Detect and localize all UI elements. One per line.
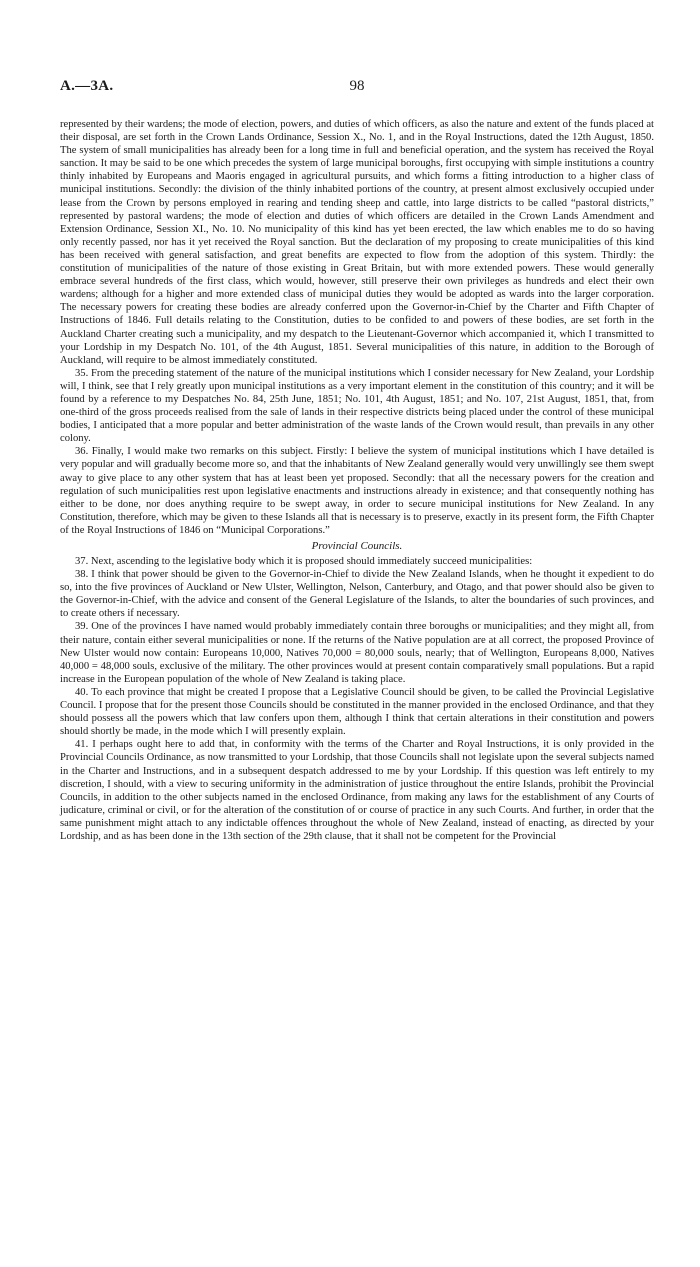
paragraph-continued: represented by their wardens; the mode of election, powers, and duties of which officers, as also the nature and extent of the funds placed at their disposal, are set forth in the Crown Lands Ordinance, Session X., No. 1, and in the Royal Instructions, dated the 12th August, 1850. The system of small municipalities has already been for a long time in full and beneficial operation, and the system has received the Royal sanction. It may be said to be one which precedes the system of large municipal boroughs, first occupying with simple institutions a country thinly inhabited by Europeans and Maoris engaged in agricultural pursuits, and which forms a fitting introduction to a higher class of municipal institutions. Secondly: the division of the thinly inhabited portions of the country, at present almost exclusively occupied under lease from the Crown by persons employed in rearing and tending sheep and cattle, into large districts to be called “pastoral districts,” represented by pastoral wardens; the mode of election and duties of which officers are detailed in the Crown Lands Amendment and Extension Ordinance, Session XI., No. 10. No municipality of this kind has yet been erected, the law which enables me to do so having only recently passed, nor has it yet received the Royal sanction. But the declaration of my proposing to create municipalities of this kind has been received with general satisfaction, and great benefits are expected to flow from the adoption of this system. Thirdly: the constitution of municipalities of the nature of those existing in Great Britain, but with more extended powers. These would generally embrace several hundreds of the first class, which would, however, still preserve their own privileges as hundreds and elect their own wardens; although for a higher and more extended class of municipal duties they would be adopted as wards into the larger corporation. The necessary powers for creating these bodies are already conferred upon the Governor-in-Chief by the Charter and Fifth Chapter of Instructions of 1846. Full details relating to the Constitution, duties to be confided to and powers of these bodies, are set forth in the Auckland Charter creating such a municipality, and my despatch to the Lieutenant-Governor which accompanied it, which I transmitted to your Lordship in my Despatch No. 101, of the 4th August, 1851. Several municipalities of this nature, in addition to the Borough of Auckland, will require to be almost immediately constituted. [60,119,654,366]
paragraph-39: 39. One of the provinces I have named would probably immediately contain three boroughs or municipalities; and they might all, from their nature, contain either several municipalities or none. If the returns of the Native population are at all correct, the proposed Province of New Ulster would now contain: Europeans 10,000, Natives 70,000 = 80,000 souls, nearly; that of Wellington, Europeans 8,000, Natives 40,000 = 48,000 souls, exclusive of the military. The other provinces would at present contain comparatively small populations. But a rapid increase in the European population of the whole of New Zealand is taking place. [60,621,654,685]
page-number: 98 [349,78,365,94]
paragraph-35: 35. From the preceding statement of the nature of the municipal institutions which I consider necessary for New Zealand, your Lordship will, I think, see that I rely greatly upon municipal institutions as a very important element in the constitution of this country; and it will be found by a reference to my Despatches No. 84, 25th June, 1851; No. 101, 4th August, 1851; and No. 107, 21st August, 1851, that, from one-third of the gross proceeds realised from the sale of lands in their respective districts being placed under the control of these municipal bodies, I anticipated that a more popular and better administration of the waste lands of the Crown would result, than prevails in any other colony. [60,367,654,445]
paragraph-36: 36. Finally, I would make two remarks on this subject. Firstly: I believe the system of municipal institutions which I have detailed is very popular and will gradually become more so, and that the inhabitants of New Zealand generally would very unwillingly see them swept away to give place to any other system that has at least been yet proposed. Secondly: that all the necessary powers for the creation and regulation of such municipalities rest upon legislative enactments and instructions already in existence; and that consequently nothing has either to be done, nor does anything require to be swept away, in order to secure municipal institutions for New Zealand. In any Constitution, therefore, which may be given to these Islands all that is necessary is to preserve, exactly in its present form, the Fifth Chapter of the Royal Instructions of 1846 on “Municipal Corporations.” [60,446,654,536]
section-heading: Provincial Councils. [311,540,403,552]
paragraph-40: 40. To each province that might be created I propose that a Legislative Council should be given, to be called the Provincial Legislative Council. I propose that for the present those Councils should be constituted in the manner provided in the enclosed Ordinance, and that they should possess all the powers which that law confers upon them, although I think that certain alterations in their constitution and powers should shortly be made, in the mode which I will presently explain. [60,686,654,738]
page-header [60,78,654,104]
paragraph-38: 38. I think that power should be given to the Governor-in-Chief to divide the New Zealand Islands, when he thought it expedient to do so, into the five provinces of Auckland or New Ulster, Wellington, Nelson, Canterbury, and Otago, and that power should also be given to the Governor-in-Chief, with the advice and consent of the General Legislature of the Islands, to alter the boundaries of such provinces, and to create others if necessary. [60,569,654,620]
paragraph-37: 37. Next, ascending to the legislative body which it is proposed should immediately succeed municipalities: [75,556,533,567]
document-body [60,118,654,843]
document-reference: A.—3A. [60,78,114,94]
document-page [60,78,654,843]
paragraph-41: 41. I perhaps ought here to add that, in conformity with the terms of the Charter and Royal Instructions, it is only provided in the Provincial Councils Ordinance, as now transmitted to your Lordship, that those Councils shall not legislate upon the several subjects named in the Charter and Instructions, and in a subsequent despatch addressed to me by your Lordship. If this question was left entirely to my discretion, I should, with a view to securing uniformity in the administration of justice throughout the entire Islands, prohibit the Provincial Councils, in addition to the other subjects named in the enclosed Ordinance, from making any laws for the establishment of any Courts of judicature, criminal or civil, or for the alteration of the constitution of or course of practice in any such Courts. And further, in order that the same punishment might attach to any indictable offences throughout the whole of New Zealand, instead of enacting, as directed by your Lordship, and as has been done in the 13th section of the 29th clause, that it shall not be competent for the Provincial [60,739,654,842]
